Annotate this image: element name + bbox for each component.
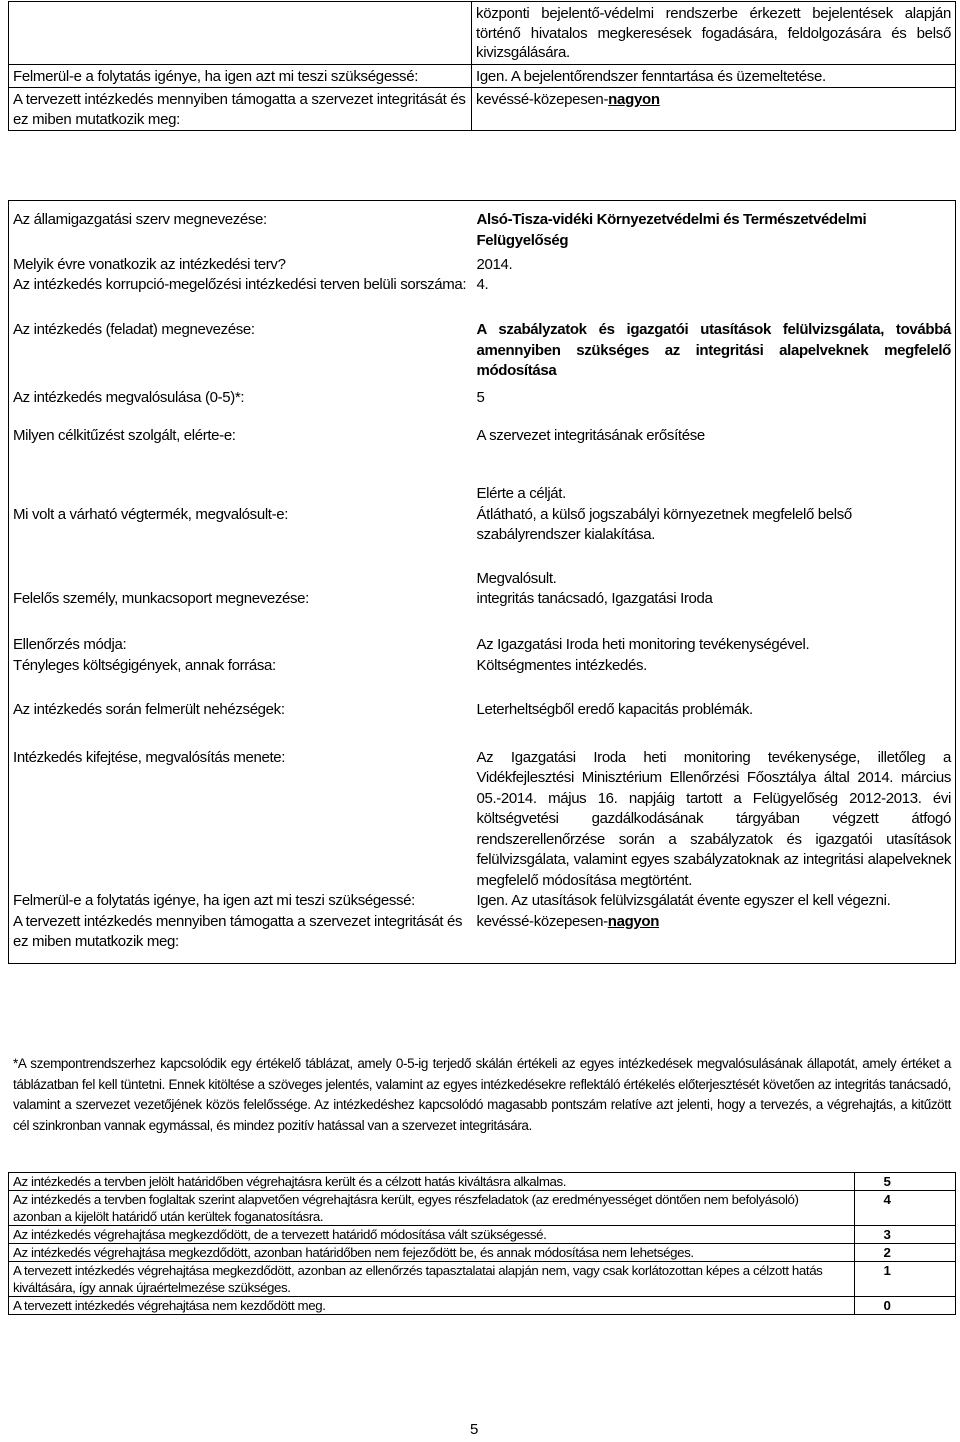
scale-text: Az intézkedés a tervben foglaltak szerint alapvetően végrehajtásra került, egyes részfeladatok (az eredményességet döntően nem befolyásoló) azonban a kijelölt határidő után kerültek foganatosításra. (9, 1191, 855, 1226)
scale-score: 5 (855, 1173, 956, 1191)
scale-score: 4 (855, 1191, 956, 1226)
product-status: Megvalósult. (476, 569, 557, 587)
continue-label: Felmerül-e a folytatás igénye, ha igen azt mi teszi szükségessé: (13, 892, 415, 909)
number-value: 4. (476, 276, 489, 293)
scale-score: 0 (855, 1297, 956, 1315)
responsible-value: integritás tanácsadó, Igazgatási Iroda (476, 590, 713, 607)
task-label: Az intézkedés (feladat) megnevezése: (13, 321, 255, 338)
scale-score: 3 (855, 1226, 956, 1244)
top-row-1-left (9, 2, 472, 65)
top-table (8, 1, 956, 131)
top-row-2-right: Igen. A bejelentőrendszer fenntartása és üzemeltetése. (472, 64, 956, 88)
top-row-3-left: A tervezett intézkedés mennyiben támogatta a szervezet integritását és ez miben mutatkozik meg: (9, 88, 472, 131)
control-value: Az Igazgatási Iroda heti monitoring tevékenységével. (476, 636, 810, 653)
scale-text: Az intézkedés a tervben jelölt határidőben végrehajtásra került és a célzott hatás kiváltásra alkalmas. (9, 1173, 855, 1191)
rating-plain: kevéssé-közepesen- (476, 91, 609, 108)
top-row-1 (9, 2, 956, 65)
goal-status: Elérte a célját. (476, 485, 566, 502)
scale-text: A tervezett intézkedés végrehajtása megkezdődött, azonban az ellenőrzés tapasztalatai alapján nem, vagy csak korlátozottan képes a célzott hatás kiváltására, így annak újraértelmezése szükséges. (9, 1262, 855, 1297)
measure-table (8, 200, 956, 964)
scale-text: A tervezett intézkedés végrehajtása nem kezdődött meg. (9, 1297, 855, 1315)
footnote: *A szempontrendszerhez kapcsolódik egy értékelő táblázat, amely 0-5-ig terjedő skálán értékeli az egyes intézkedések megvalósulásának állapotát, amely értéket a táblázatban fel kell tüntetni. Ennek kitöltése a szöveges jelentés, valamint az egyes intézkedésekre reflektáló értékelés előterjesztését követően az integritás tanácsadó, valamint a szervezet vezetőjének közös felelőssége. Az intézkedéshez kapcsolódó magasabb pontszám relatíve azt jelenti, hogy a tervezés, a végrehajtás, a kitűzött cél szinkronban vannak egymással, és mindez pozitív hatással van a szervezet integritására. (13, 1056, 951, 1133)
product-status-spacer (9, 569, 472, 590)
support-emphasis: nagyon (607, 912, 660, 930)
scale-row (9, 1297, 956, 1315)
scale-row (9, 1173, 956, 1191)
process-value: Az Igazgatási Iroda heti monitoring tevékenysége, illetőleg a Vidékfejlesztési Minisztérium Ellenőrzési Főosztálya által 2014. március 05.-2014. május 16. napjáig tartott a Felügyelőség 2012-2013. évi költségvetési gazdálkodásának tárgyában végzett átfogó rendszerellenőrzése során a szabályzatok és igazgatói utasítások felülvizsgálata, valamint egyes szabályzatoknak az integritási alapelveknek megfelelő módosítása megtörtént. (476, 748, 951, 889)
top-row-3-right (472, 88, 956, 131)
number-label: Az intézkedés korrupció-megelőzési intézkedési terven belüli sorszáma: (13, 276, 467, 293)
difficulty-label: Az intézkedés során felmerült nehézségek: (13, 700, 285, 718)
task-value: A szabályzatok és igazgatói utasítások felülvizsgálata, továbbá amennyiben szükséges az integritási alapelveknek megfelelő módosítása (476, 321, 951, 379)
scale-table (8, 1172, 956, 1315)
top-row-1-right: központi bejelentő-védelmi rendszerbe érkezett bejelentések alapján történő hivatalos megkeresések fogadására, feldolgozására és belső kivizsgálására. (472, 2, 956, 65)
scale-score: 2 (855, 1244, 956, 1262)
top-row-3 (9, 88, 956, 131)
scale-text: Az intézkedés végrehajtása megkezdődött, azonban határidőben nem fejeződött be, és annak módosítása nem lehetséges. (9, 1244, 855, 1262)
support-value (471, 912, 955, 964)
scale-row (9, 1226, 956, 1244)
product-label: Mi volt a várható végtermék, megvalósult-e: (13, 505, 289, 523)
org-value: Alsó-Tisza-vidéki Környezetvédelmi és Természetvédelmi Felügyelőség (476, 211, 867, 249)
realization-value: 5 (476, 389, 485, 406)
cost-value: Költségmentes intézkedés. (476, 656, 648, 674)
scale-row (9, 1262, 956, 1297)
scale-row (9, 1244, 956, 1262)
goal-value: A szervezet integritásának erősítése (476, 427, 705, 444)
support-plain: kevéssé-közepesen- (476, 912, 608, 930)
scale-text: Az intézkedés végrehajtása megkezdődött, de a tervezett határidő módosítása vált szükségessé. (9, 1226, 855, 1244)
year-value: 2014. (476, 255, 513, 273)
control-label: Ellenőrzés módja: (13, 636, 127, 653)
continue-value: Igen. Az utasítások felülvizsgálatát évente egyszer el kell végezni. (476, 892, 891, 909)
difficulty-value: Leterheltségből eredő kapacitás problémák. (476, 700, 753, 718)
goal-status-spacer (9, 484, 472, 505)
goal-label: Milyen célkitűzést szolgált, elérte-e: (13, 427, 236, 444)
year-label: Melyik évre vonatkozik az intézkedési terv? (13, 255, 286, 273)
cost-label: Tényleges költségigények, annak forrása: (13, 656, 276, 674)
top-row-2 (9, 64, 956, 88)
process-label: Intézkedés kifejtése, megvalósítás menete: (13, 748, 286, 766)
responsible-label: Felelős személy, munkacsoport megnevezése: (13, 590, 309, 607)
scale-row (9, 1191, 956, 1226)
org-label: Az államigazgatási szerv megnevezése: (13, 211, 267, 228)
rating-emphasis: nagyon (608, 91, 660, 108)
product-value: Átlátható, a külső jogszabályi környezetnek megfelelő belső szabályrendszer kialakítása. (476, 505, 852, 543)
support-label: A tervezett intézkedés mennyiben támogatta a szervezet integritását és ez miben mutatkozik meg: (13, 912, 463, 950)
scale-score: 1 (855, 1262, 956, 1297)
realization-label: Az intézkedés megvalósulása (0-5)*: (13, 389, 245, 406)
top-row-2-left: Felmerül-e a folytatás igénye, ha igen azt mi teszi szükségessé: (9, 64, 472, 88)
page-number: 5 (470, 1421, 479, 1438)
